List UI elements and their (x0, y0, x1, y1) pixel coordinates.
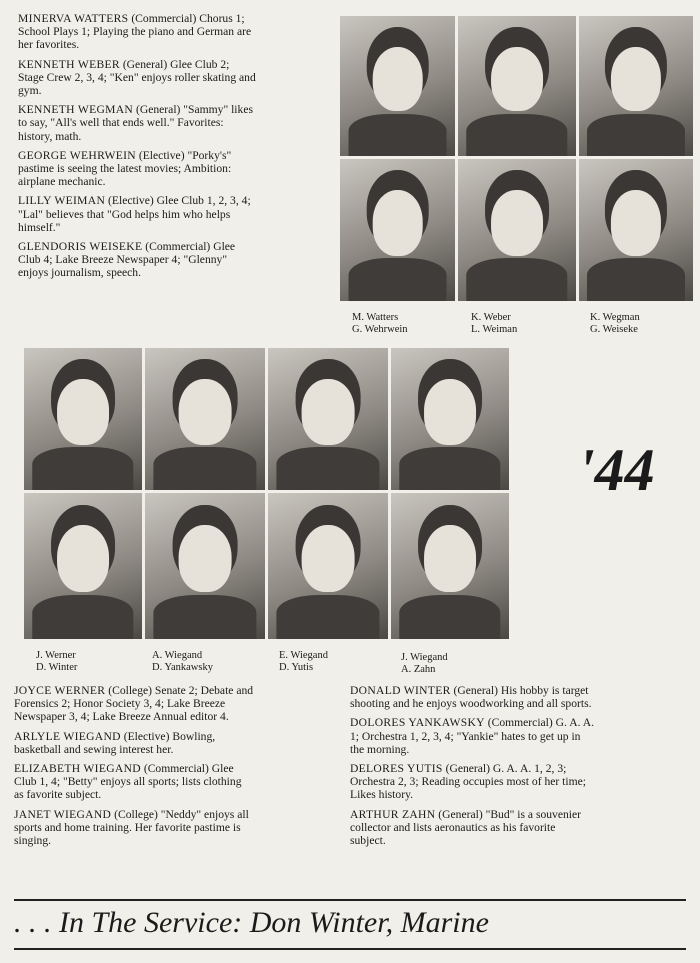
bio-joyce-werner (14, 684, 254, 724)
caption-line: L. Weiman (471, 324, 518, 335)
portrait-photo (340, 159, 455, 301)
bio-delores-yutis (350, 762, 594, 802)
bio-elizabeth-wiegand (14, 762, 254, 802)
portrait-photo (24, 493, 142, 639)
bio-name: MINERVA WATTERS (18, 12, 129, 25)
banner-bottom-rule (14, 948, 686, 950)
bio-dolores-yankawsky (350, 716, 594, 756)
bio-name: DELORES YUTIS (350, 762, 443, 776)
caption-line: J. Wiegand (401, 652, 448, 663)
bio-text: (Elective) Bowling, basketball and sewing interest her. (14, 729, 216, 756)
photo-caption (401, 652, 448, 676)
banner-top-rule (14, 899, 686, 901)
year-mark: '44 (578, 437, 655, 503)
portrait-photo (391, 493, 509, 639)
bio-text: (Commercial) Chorus 1; School Plays 1; Playing the piano and German are her favorites. (18, 12, 252, 52)
bio-george-wehrwein (18, 149, 258, 189)
bio-lilly-weiman (18, 194, 258, 234)
top-photo-grid (340, 16, 693, 301)
bio-glendoris-weiseke (18, 240, 258, 280)
bio-kenneth-weber (18, 58, 258, 98)
top-bios (18, 12, 258, 280)
caption-line: D. Yutis (279, 662, 314, 673)
bio-name: ARTHUR ZAHN (350, 807, 436, 821)
bio-name: ARLYLE WIEGAND (14, 729, 121, 743)
bio-text: (College) "Neddy" enjoys all sports and home training. Her favorite pastime is singing. (14, 807, 249, 848)
caption-line: G. Wehrwein (352, 324, 408, 335)
caption-line: G. Weiseke (590, 324, 638, 335)
portrait-photo (579, 16, 693, 156)
bio-janet-wiegand (14, 808, 254, 848)
photo-caption (352, 312, 408, 336)
caption-line: M. Watters (352, 312, 399, 323)
bio-name: GEORGE WEHRWEIN (18, 148, 136, 162)
photo-caption (152, 650, 213, 674)
portrait-photo (391, 348, 509, 490)
bio-text: (Commercial) Glee Club 4; Lake Breeze Newspaper 4; "Glenny" enjoys journalism, speech. (18, 240, 236, 280)
bio-arlyle-wiegand (14, 730, 254, 756)
caption-line: E. Wiegand (279, 650, 328, 661)
bio-text: (Elective) Glee Club 1, 2, 3, 4; "Lal" believes that "God helps him who helps himself." (18, 194, 251, 234)
bio-text: (General) Glee Club 2; Stage Crew 2, 3, 4; "Ken" enjoys roller skating and gym. (18, 57, 256, 98)
portrait-photo (268, 493, 388, 639)
bio-donald-winter (350, 684, 594, 710)
photo-caption (36, 650, 77, 674)
bio-text: (Commercial) Glee Club 1, 4; "Betty" enjoys all sports; lists clothing as favorite subject. (14, 762, 242, 802)
bio-name: ELIZABETH WIEGAND (14, 762, 141, 776)
bio-name: DOLORES YANKAWSKY (350, 716, 485, 730)
caption-line: A. Wiegand (152, 650, 203, 661)
bio-text: (Elective) "Porky's" pastime is seeing the latest movies; Ambition: airplane mechanic. (18, 148, 232, 189)
bio-name: LILLY WEIMAN (18, 194, 106, 208)
portrait-photo (145, 493, 265, 639)
left-bios (14, 684, 254, 847)
bio-text: (College) Senate 2; Debate and Forensics 2; Honor Society 3, 4; Lake Breeze Newspaper 3, 4; Lake Breeze Annual editor 4. (14, 684, 254, 724)
photo-caption (471, 312, 517, 336)
portrait-photo (458, 159, 576, 301)
portrait-photo (340, 16, 455, 156)
bio-arthur-zahn (350, 808, 594, 848)
caption-line: J. Werner (36, 650, 76, 661)
photo-caption (279, 650, 328, 674)
caption-line: A. Zahn (401, 664, 436, 675)
bio-text: (General) "Bud" is a souvenier collector and lists aeronautics as his favorite subject. (350, 807, 582, 848)
bio-text: (General) His hobby is target shooting and he enjoys woodworking and all sports. (350, 684, 592, 711)
bio-minerva-watters (18, 12, 258, 52)
caption-line: K. Wegman (590, 312, 640, 323)
portrait-photo (145, 348, 265, 490)
bio-name: JANET WIEGAND (14, 807, 112, 821)
bio-text: (General) "Sammy" likes to say, "All's well that ends well." Favorites: history, math. (18, 103, 253, 143)
caption-line: D. Winter (36, 662, 78, 673)
bio-name: GLENDORIS WEISEKE (18, 240, 143, 254)
caption-line: D. Yankawsky (152, 662, 213, 673)
middle-photo-grid (24, 348, 509, 639)
portrait-photo (579, 159, 693, 301)
portrait-photo (458, 16, 576, 156)
bio-name: KENNETH WEBER (18, 57, 120, 71)
portrait-photo (268, 348, 388, 490)
bio-name: KENNETH WEGMAN (18, 103, 134, 117)
bio-name: JOYCE WERNER (14, 684, 106, 697)
bio-text: (Commercial) G. A. A. 1; Orchestra 1, 2, 3, 4; "Yankie" hates to get up in the morning. (350, 716, 594, 756)
bio-name: DONALD WINTER (350, 684, 451, 697)
bio-text: (General) G. A. A. 1, 2, 3; Orchestra 2, 3; Reading occupies most of her time; Likes history. (350, 762, 586, 802)
bio-kenneth-wegman (18, 103, 258, 143)
photo-caption (590, 312, 640, 336)
caption-line: K. Weber (471, 312, 511, 323)
service-banner: . . . In The Service: Don Winter, Marine (14, 906, 489, 939)
portrait-photo (24, 348, 142, 490)
right-bios (350, 684, 594, 847)
